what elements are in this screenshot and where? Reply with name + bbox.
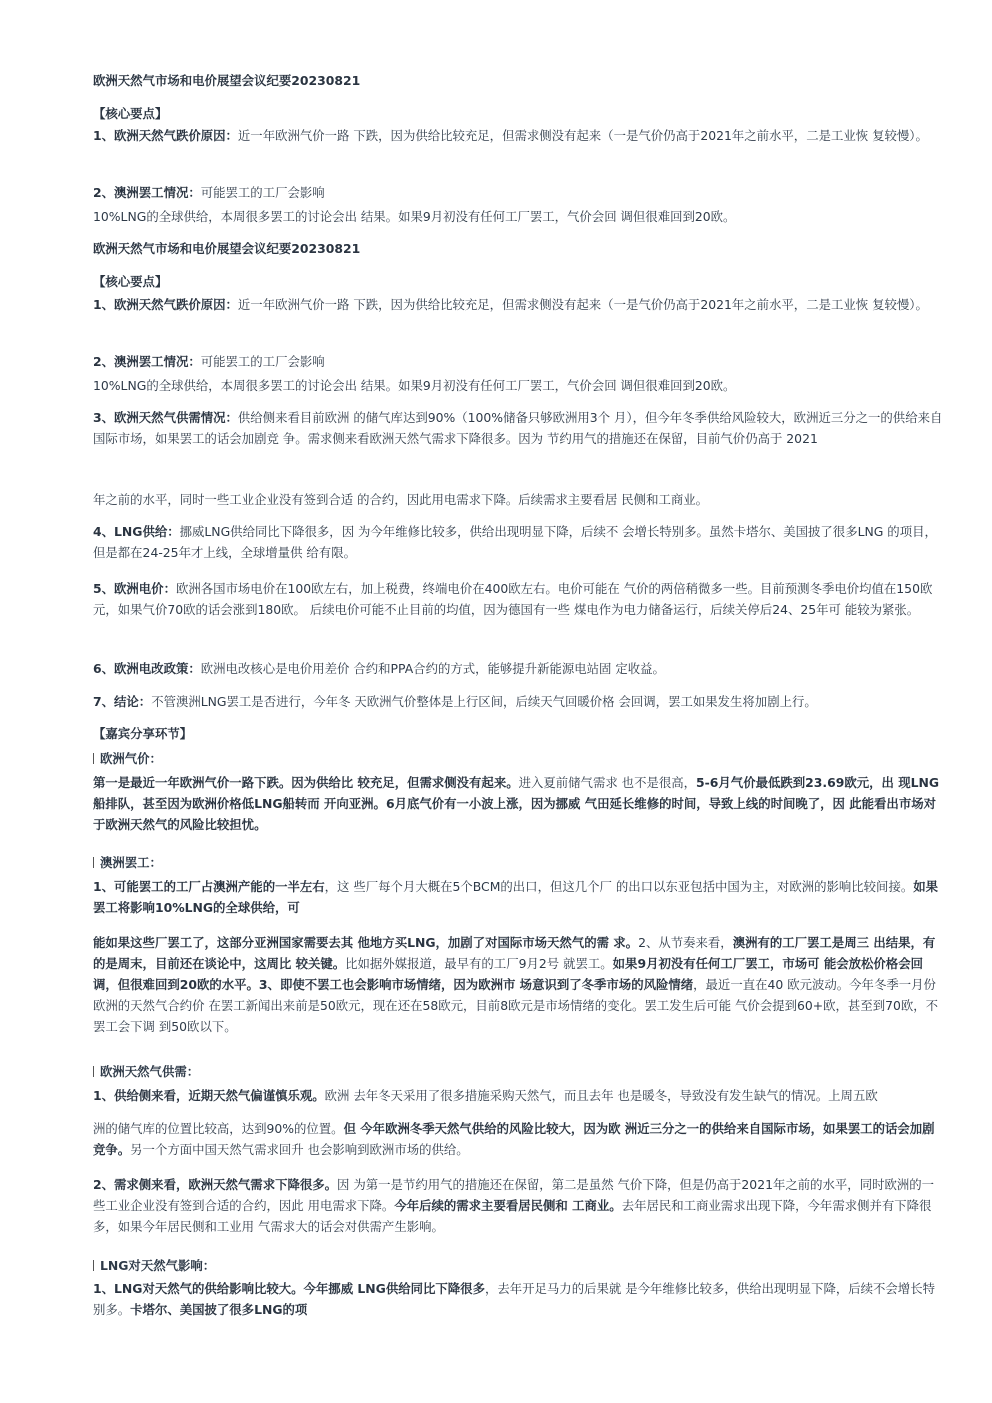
point-body: 欧洲电改核心是电价用差价 合约和PPA合约的方式，能够提升新能源电站固 定收益。 xyxy=(200,661,665,676)
supply-paragraph-2 xyxy=(93,1118,945,1160)
point-7-paragraph xyxy=(93,691,945,712)
lng-paragraph xyxy=(93,1278,945,1320)
body-text: 欧洲 去年冬天采用了很多措施采购天然气，而且去年 也是暖冬，导致没有发生缺气的情况。上周五欧 xyxy=(324,1088,878,1103)
point-heading: 1、欧洲天然气跌价原因： xyxy=(93,297,238,312)
subsection-title-lng xyxy=(93,1255,945,1276)
body-text: ，这 些厂每个月大概在5个BCM的出口，但这几个厂 的出口以东亚包括中国为主，对欧洲的影响比较间接。 xyxy=(324,879,914,894)
point-4-paragraph xyxy=(93,521,945,563)
point-body: 欧洲各国市场电价在100欧左右，加上税费，终端电价在400欧左右。电价可能在 气价的两倍稍微多一些。目前预测冬季电价均值在150欧元，如果气价70欧的话会涨到180欧。 后续电价可能不止目前的均值，因为德国有一些 煤电作为电力储备运行，后续关停后24、25年可 能较为紧张。 xyxy=(93,581,933,617)
bold-text: 5-6月气价最低跌到23.69欧元，出 现LNG船排队，甚至因为欧洲价格低LNG船转而 开向亚洲。6月底气价有一小波上涨，因为挪威 气田延长维修的时间，导致上线的时间晚了，因 此能看出市场对于欧洲天然气的风险比较担忧。 xyxy=(93,775,940,832)
point-body: 供给侧来看目前欧洲 的储气库达到90%（100%储备只够欧洲用3个 月），但今年冬季供给风险较大，欧洲近三分之一的供给来自国际市场，如果罢工的话会加剧竞 争。需求侧来看欧洲天然气需求下降很多。因为 节约用气的措施还在保留，目前气价仍高于 2021 xyxy=(93,410,943,446)
point-heading: 2、澳洲罢工情况： xyxy=(93,354,201,369)
point-5-paragraph xyxy=(93,578,945,620)
bullet-bar xyxy=(93,1260,94,1271)
point-body: 挪威LNG供给同比下降很多，因 为今年维修比较多，供给出现明显下降，后续不 会增长特别多。虽然卡塔尔、美国披了很多LNG 的项目，但是都在24-25年才上线，全球增量供 给有限。 xyxy=(93,524,937,560)
body-text: 因 为第一是节约用气的措施还在保留，第二是虽然 气价下降，但是仍高于2021年之前的水平，同时欧洲的一些工业企业没有签到合适的合约，因此 用电需求下降。 xyxy=(93,1177,935,1213)
point-heading: 2、澳洲罢工情况： xyxy=(93,185,201,200)
core-points-heading-2: 【核心要点】 xyxy=(93,274,168,289)
point-body: 不管澳洲LNG罢工是否进行，今年冬 天欧洲气价整体是上行区间，后续天气回暖价格 会回调，罢工如果发生将加剧上行。 xyxy=(151,694,817,709)
point-heading: 7、结论： xyxy=(93,694,152,709)
bold-text: 能如果这些厂罢工了，这部分亚洲国家需要去其 他地方买LNG，加剧了对国际市场天然气的需 求。 xyxy=(93,935,639,950)
bold-text: 1、供给侧来看，近期天然气偏谨慎乐观。 xyxy=(93,1088,325,1103)
point-heading: 6、欧洲电改政策： xyxy=(93,661,201,676)
body-text: 去年居民和工商业需求出现下降，今年需求侧并有下降很多，如果今年居民侧和工业用 气需求大的话会对供需产生影响。 xyxy=(93,1198,932,1234)
bold-text: 但 今年欧洲冬季天然气供给的风险比较大，因为欧 洲近三分之一的供给来自国际市场，如果罢工的话会加剧竞争。 xyxy=(93,1121,935,1157)
bold-text: 澳洲有的工厂罢工是周三 出结果，有的是周末，目前还在谈论中，这周比 较关键。 xyxy=(93,935,936,971)
point-heading: 1、欧洲天然气跌价原因： xyxy=(93,128,238,143)
point-heading: 3、欧洲天然气供需情况： xyxy=(93,410,238,425)
body-text: 2、从节奏来看， xyxy=(638,935,733,950)
core-points-heading-1: 【核心要点】 xyxy=(93,106,168,121)
body-text: ，最近一直在40 欧元波动。今年冬季一月份欧洲的天然气合约价 在罢工新闻出来前是50欧元，现在还在58欧元，目前8欧元是市场情绪的变化。罢工发生后可能 气价会提到60+欧，甚至到70欧，不罢工会下调 到50欧以下。 xyxy=(93,977,939,1034)
gas-price-paragraph xyxy=(93,772,945,835)
point-body: 近一年欧洲气价一路 下跌，因为供给比较充足，但需求侧没有起来（一是气价仍高于2021年之前水平，二是工业恢 复较慢）。 xyxy=(237,128,928,143)
bold-text: 今年后续的需求主要看居民侧和 工商业。 xyxy=(394,1198,622,1213)
guest-section-heading: 【嘉宾分享环节】 xyxy=(93,726,193,741)
point-3-continuation: 年之前的水平，同时一些工业企业没有签到合适 的合约，因此用电需求下降。后续需求主要看居 民侧和工商业。 xyxy=(93,492,709,507)
subsection-label: 欧洲天然气供需： xyxy=(100,1064,200,1079)
point-body: 可能罢工的工厂会影响 xyxy=(200,354,325,369)
point-2-line-2: 10%LNG的全球供给，本周很多罢工的讨论会出 结果。如果9月初没有任何工厂罢工，气价会回 调但很难回到20欧。 xyxy=(93,209,736,224)
subsection-label: 欧洲气价： xyxy=(100,751,162,766)
bold-text: 卡塔尔、美国披了很多LNG的项 xyxy=(130,1302,308,1317)
subsection-title-supply-demand xyxy=(93,1061,945,1082)
point-2-paragraph xyxy=(93,351,945,372)
bullet-bar xyxy=(93,753,94,764)
point-body: 近一年欧洲气价一路 下跌，因为供给比较充足，但需求侧没有起来（一是气价仍高于2021年之前水平，二是工业恢 复较慢）。 xyxy=(237,297,928,312)
bullet-bar xyxy=(93,1066,94,1077)
point-body: 可能罢工的工厂会影响 xyxy=(200,185,325,200)
bullet-bar xyxy=(93,857,94,868)
demand-paragraph xyxy=(93,1174,945,1237)
point-2-line-2: 10%LNG的全球供给，本周很多罢工的讨论会出 结果。如果9月初没有任何工厂罢工，气价会回 调但很难回到20欧。 xyxy=(93,378,736,393)
point-2-paragraph xyxy=(93,182,945,203)
strike-paragraph-1 xyxy=(93,876,945,918)
point-1-paragraph xyxy=(93,294,945,315)
bold-text: 2、需求侧来看，欧洲天然气需求下降很多。 xyxy=(93,1177,338,1192)
bold-text: 第一是最近一年欧洲气价一路下跌。因为供给比 较充足，但需求侧没有起来。 xyxy=(93,775,519,790)
point-1-paragraph xyxy=(93,125,945,146)
supply-paragraph-1 xyxy=(93,1085,945,1106)
point-3-paragraph xyxy=(93,407,945,449)
bold-text: 如果9月初没有任何工厂罢工，市场可 能会放松价格会回调，但很难回到20欧的水平。3、即使不罢工也会影响市场情绪，因为欧洲市 场意识到了冬季市场的风险情绪 xyxy=(93,956,923,992)
body-text: 比如据外媒报道，最早有的工厂9月2号 就罢工。 xyxy=(345,956,613,971)
bold-text: 1、LNG对天然气的供给影响比较大。今年挪威 LNG供给同比下降很多 xyxy=(93,1281,485,1296)
subsection-label: LNG对天然气影响： xyxy=(100,1258,216,1273)
point-heading: 5、欧洲电价： xyxy=(93,581,176,596)
body-text: 另一个方面中国天然气需求回升 也会影响到欧洲市场的供给。 xyxy=(130,1142,469,1157)
doc-title-2: 欧洲天然气市场和电价展望会议纪要20230821 xyxy=(93,241,361,256)
doc-title-1: 欧洲天然气市场和电价展望会议纪要20230821 xyxy=(93,73,361,88)
subsection-label: 澳洲罢工： xyxy=(100,855,162,870)
bold-text: 1、可能罢工的工厂占澳洲产能的一半左右 xyxy=(93,879,325,894)
strike-paragraph-2 xyxy=(93,932,945,1037)
bold-text: 如果罢工将影响10%LNG的全球供给，可 xyxy=(93,879,939,915)
point-6-paragraph xyxy=(93,658,945,679)
body-text: 进入夏前储气需求 也不是很高， xyxy=(518,775,697,790)
body-text: ，去年开足马力的后果就 是今年维修比较多，供给出现明显下降，后续不会增长特别多。 xyxy=(93,1281,935,1317)
point-heading: 4、LNG供给： xyxy=(93,524,180,539)
subsection-title-gas-price xyxy=(93,748,945,769)
body-text: 洲的储气库的位置比较高，达到90%的位置。 xyxy=(93,1121,344,1136)
subsection-title-strike xyxy=(93,852,945,873)
